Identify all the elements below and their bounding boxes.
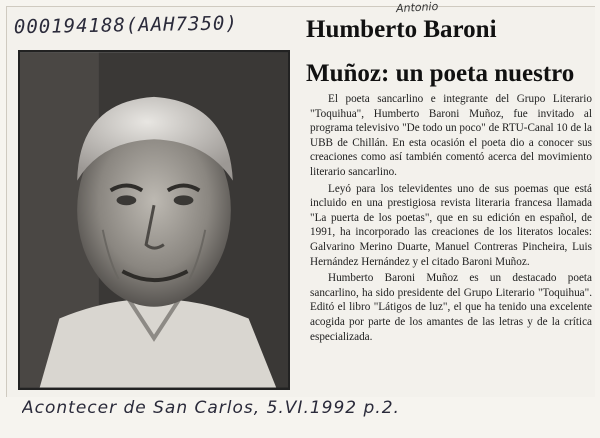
article-paragraph: El poeta sancarlino e integrante del Grupo Literario "Toquihua", Humberto Baroni Muñoz, fue invitado al programa televisivo "De todo un poco" de RTU-Canal 10 de la UBB de Chillán. En esta ocasión el poeta dio a conocer sus creaciones como así también comentó acerca del movimiento literario sancarlino.	[310, 93, 592, 178]
handwritten-source-line: Acontecer de San Carlos, 5.VI.1992 p.2.	[22, 398, 400, 418]
portrait-illustration	[20, 52, 288, 388]
article-body	[310, 92, 592, 390]
headline-line-1: Humberto Baroni	[306, 16, 497, 43]
handwritten-catalog-number: 000194188(AAH7350)	[13, 12, 238, 39]
article-paragraph: Humberto Baroni Muñoz es un destacado poeta sancarlino, ha sido presidente del Grupo Literario "Toquihua". Editó el libro "Látigos de luz", el que ha tenido una excelente acogida por parte de los amantes de las letras y de la crítica especializada.	[310, 272, 592, 343]
headline-line-2: Muñoz: un poeta nuestro	[306, 60, 575, 87]
handwritten-corner-note: Antonio	[395, 0, 439, 16]
portrait-photo	[18, 50, 290, 390]
article-paragraph: Leyó para los televidentes uno de sus poemas que está incluido en una prestigiosa revista literaria francesa llamada "La puerta de los poetas", que en su edición en español, de 1991, ha incorporado las creaciones de los literatos locales: Galvarino Merino Duarte, Manuel Contreras Pincheira, Luis Hernández Hernández y el citado Baroni Muñoz.	[310, 182, 592, 268]
article-headline	[306, 8, 594, 96]
